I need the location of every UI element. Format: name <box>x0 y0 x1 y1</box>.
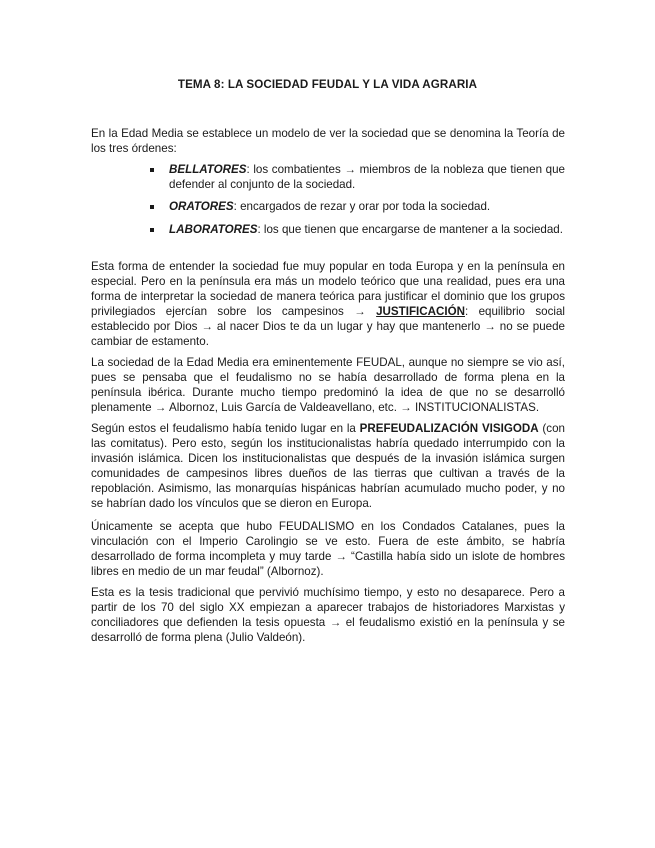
bullet-icon <box>150 205 154 209</box>
emphasis-justificacion: JUSTIFICACIÓN <box>376 305 465 318</box>
paragraph-tesis: Esta es la tesis tradicional que pervivió muchísimo tiempo, y esto no desaparece. Pero a partir de los 70 del siglo XX empiezan a aparecer trabajos de historiadores Marxistas y conciliadores que defienden la tesis opuesta → el feudalismo existió en la península y se desarrolló de forma plena (Julio Valdeón). <box>91 586 565 644</box>
order-list-item <box>150 162 565 192</box>
paragraph-justification <box>91 259 565 349</box>
paragraph-condados: Únicamente se acepta que hubo FEUDALISMO en los Condados Catalanes, pues la vinculación con el Imperio Carolingio se ve esto. Fuera de este ámbito, se habría desarrollado de forma incompleta y muy tarde → “Castilla había sido un islote de hombres libres en medio de un mar feudal” (Albornoz). <box>91 520 565 578</box>
order-description: : los que tienen que encargarse de mantener a la sociedad. <box>257 223 563 236</box>
paragraph-text: Según estos el feudalismo había tenido lugar en la <box>91 422 360 435</box>
order-list-item <box>150 199 565 214</box>
emphasis-prefeudalizacion: PREFEUDALIZACIÓN VISIGODA <box>359 422 539 435</box>
order-list-item <box>150 222 565 237</box>
paragraph-text: Esta forma de entender la sociedad fue muy popular en toda Europa y en la península en especial. Pero en la península era más un modelo teórico que una realidad, pues era una forma de interpretar la sociedad de manera teórica para justificar el dominio que los grupos privilegiados ejercían sobre los campesinos → <box>91 260 565 318</box>
intro-paragraph: En la Edad Media se establece un modelo de ver la sociedad que se denomina la Teoría de los tres órdenes: <box>91 127 565 155</box>
page-title: TEMA 8: LA SOCIEDAD FEUDAL Y LA VIDA AGRARIA <box>177 78 478 91</box>
paragraph-text: : equilibrio social establecido por Dios → al nacer Dios te da un lugar y hay que mantenerlo → no se puede cambiar de estamento. <box>91 305 565 348</box>
paragraph-text: (con las comitatus). Pero esto, según los institucionalistas habría quedado interrumpido con la invasión islámica. Dicen los institucionalistas que después de la invasión islámica surgen comunidades de campesinos libres dueños de las tierras que cultivan a través de la repoblación. Asimismo, las monarquías hispánicas habrían acumulado mucho poder, y no se habrían dado los vínculos que se dieron en Europa. <box>91 422 565 510</box>
order-term: ORATORES <box>169 200 234 213</box>
order-description: : los combatientes → miembros de la nobleza que tienen que defender al conjunto de la sociedad. <box>169 163 565 191</box>
order-term: LABORATORES <box>169 223 258 236</box>
paragraph-prefeudalizacion <box>91 421 565 511</box>
order-description: : encargados de rezar y orar por toda la sociedad. <box>233 200 491 213</box>
bullet-icon <box>150 228 154 232</box>
order-term: BELLATORES <box>169 163 247 176</box>
bullet-icon <box>150 168 154 172</box>
paragraph-feudal: La sociedad de la Edad Media era eminentemente FEUDAL, aunque no siempre se vio así, pues se pensaba que el feudalismo no se había desarrollado de forma plena en la península ibérica. Durante mucho tiempo predominó la idea de que no se desarrolló plenamente → Albornoz, Luis García de Valdeavellano, etc. → INSTITUCIONALISTAS. <box>91 356 565 414</box>
